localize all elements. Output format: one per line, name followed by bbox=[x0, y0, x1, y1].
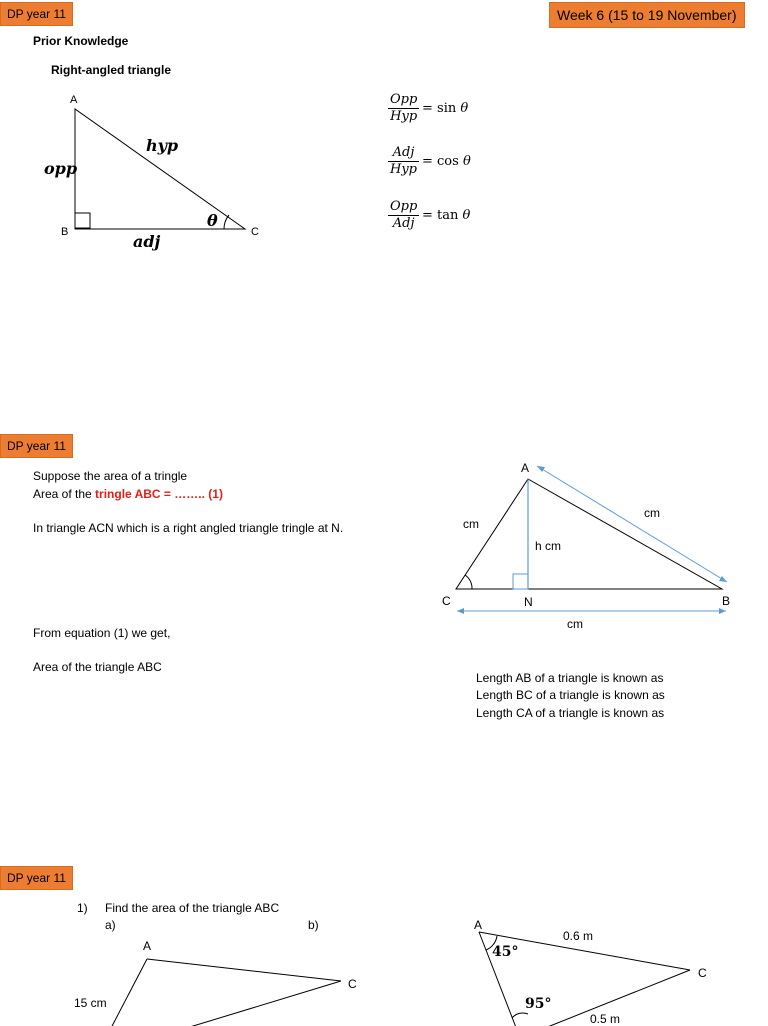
vertex-b2-label: B bbox=[722, 594, 731, 608]
tri-a-vertex-c: C bbox=[348, 977, 357, 991]
area-line-1: Suppose the area of a tringle bbox=[33, 469, 188, 483]
vertex-c2-label: C bbox=[442, 594, 451, 608]
tri-a-side-left bbox=[110, 959, 147, 1026]
vertex-n-label: N bbox=[524, 595, 533, 609]
week-tag: Week 6 (15 to 19 November) bbox=[549, 2, 745, 28]
cos-fraction: Adj Hyp bbox=[390, 145, 418, 177]
part-a-label: a) bbox=[105, 918, 116, 932]
vertex-a-label: A bbox=[70, 94, 78, 106]
tri-a-vertex-a: A bbox=[143, 939, 152, 953]
ab-length-label: cm bbox=[644, 506, 660, 520]
tri-b-vertex-c: C bbox=[698, 966, 707, 980]
tan-fraction: Opp Adj bbox=[390, 199, 418, 231]
hyp-label: hyp bbox=[146, 136, 179, 155]
cos-equation: = cos θ bbox=[422, 154, 471, 169]
adj-label: adj bbox=[133, 232, 161, 251]
prior-knowledge-heading: Prior Knowledge bbox=[33, 34, 129, 48]
tri-a-side-top bbox=[147, 959, 341, 981]
tan-equation: = tan θ bbox=[422, 208, 471, 223]
vertex-a2-label: A bbox=[521, 461, 530, 475]
area-line-2: Area of the tringle ABC = …….. (1) bbox=[33, 487, 223, 501]
area-abc-line: Area of the triangle ABC bbox=[33, 660, 162, 674]
opp-label: opp bbox=[44, 159, 78, 178]
vertex-c-label: C bbox=[251, 226, 259, 238]
known-bc: Length BC of a triangle is known as bbox=[476, 688, 665, 702]
part-b-label: b) bbox=[308, 918, 319, 932]
vertex-b-label: B bbox=[61, 226, 69, 238]
year-tag-3: DP year 11 bbox=[0, 866, 73, 890]
question-number: 1) bbox=[77, 901, 88, 915]
year-tag: DP year 11 bbox=[0, 2, 73, 26]
right-angled-subtitle: Right-angled triangle bbox=[51, 63, 171, 77]
tri-b-angle-b-label: 95° bbox=[525, 996, 552, 1012]
year-tag-2: DP year 11 bbox=[0, 434, 73, 458]
question-text: Find the area of the triangle ABC bbox=[105, 901, 280, 915]
tri-b-bottom-label: 0.5 m bbox=[590, 1012, 621, 1026]
acn-line: In triangle ACN which is a right angled triangle tringle at N. bbox=[33, 521, 344, 535]
tri-a-side-label: 15 cm bbox=[74, 996, 107, 1010]
ac-length-label: cm bbox=[463, 517, 479, 531]
tri-b-angle-a-label: 45° bbox=[492, 944, 519, 960]
angle-b-arc bbox=[512, 1013, 528, 1018]
theta-label: θ bbox=[207, 211, 218, 230]
known-ab: Length AB of a triangle is known as bbox=[476, 671, 664, 685]
tri-a-side-right bbox=[180, 981, 341, 1026]
tri-b-ac-label: 0.6 m bbox=[563, 929, 594, 943]
tri-b-vertex-a: A bbox=[474, 918, 483, 932]
sin-equation: = sin θ bbox=[422, 101, 469, 116]
known-ca: Length CA of a triangle is known as bbox=[476, 706, 665, 720]
cb-length-label: cm bbox=[567, 617, 583, 631]
sin-fraction: Opp Hyp bbox=[390, 92, 418, 124]
height-label: h cm bbox=[535, 539, 562, 553]
from-equation-line: From equation (1) we get, bbox=[33, 626, 171, 640]
